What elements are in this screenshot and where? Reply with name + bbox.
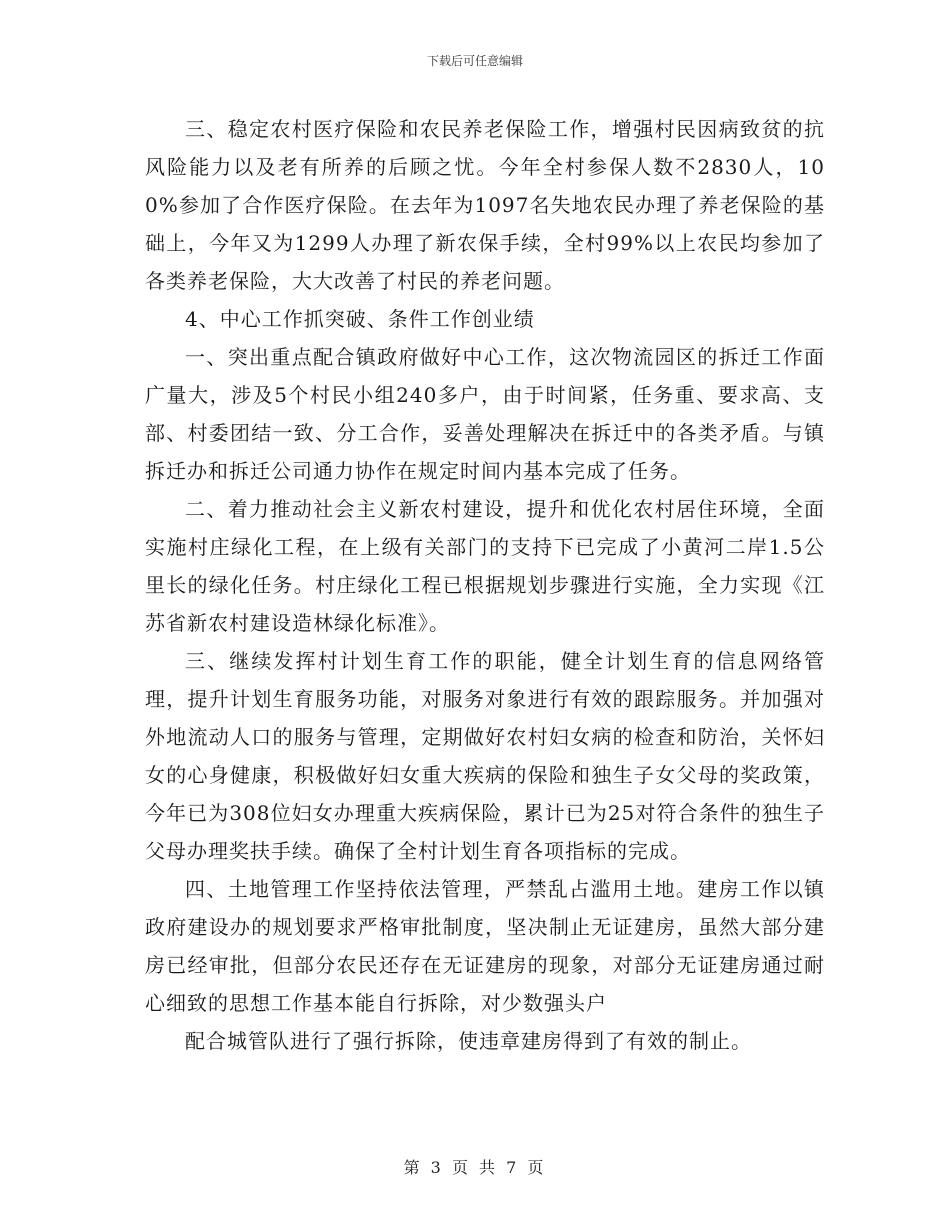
paragraph-medical-insurance: 三、稳定农村医疗保险和农民养老保险工作，增强村民因病致贫的抗风险能力以及老有所养的后顾之忧。今年全村参保人数不2830人，100%参加了合作医疗保险。在去年为1097名失地农民办理了养老保险的基础上，今年又为1299人办理了新农保手续，全村99%以上农民均参加了各类养老保险，大大改善了村民的养老问题。 — [145, 117, 825, 293]
page-number: 第 3 页 共 7 页 — [403, 1158, 547, 1177]
paragraph-family-planning: 三、继续发挥村计划生育工作的职能，健全计划生育的信息网络管理，提升计划生育服务功能，对服务对象进行有效的跟踪服务。并加强对外地流动人口的服务与管理，定期做好农村妇女病的检查和防治，关怀妇女的心身健康，积极做好妇女重大疾病的保险和独生子女父母的奖政策，今年已为308位妇女办理重大疾病保险，累计已为25对符合条件的独生子父母办理奖扶手续。确保了全村计划生育各项指标的完成。 — [145, 649, 825, 863]
page-header: 下载后可任意编辑 — [426, 54, 523, 68]
paragraph-enforcement: 配合城管队进行了强行拆除，使违章建房得到了有效的制止。 — [185, 1029, 752, 1053]
section-heading: 4、中心工作抓突破、条件工作创业绩 — [185, 307, 535, 331]
paragraph-demolition: 一、突出重点配合镇政府做好中心工作，这次物流园区的拆迁工作面广量大，涉及5个村民小组240多户，由于时间紧，任务重、要求高、支部、村委团结一致、分工合作，妥善处理解决在拆迁中的各类矛盾。与镇拆迁办和拆迁公司通力协作在规定时间内基本完成了任务。 — [145, 345, 825, 483]
paragraph-land-management: 四、土地管理工作坚持依法管理，严禁乱占滥用土地。建房工作以镇政府建设办的规划要求严格审批制度，坚决制止无证建房，虽然大部分建房已经审批，但部分农民还存在无证建房的现象，对部分无证建房通过耐心细致的思想工作基本能自行拆除，对少数强头户 — [145, 877, 825, 1015]
paragraph-new-countryside: 二、着力推动社会主义新农村建设，提升和优化农村居住环境，全面实施村庄绿化工程，在上级有关部门的支持下已完成了小黄河二岸1.5公里长的绿化任务。村庄绿化工程已根据规划步骤进行实施，全力实现《江苏省新农村建设造林绿化标准》。 — [145, 497, 825, 635]
document-body — [145, 110, 825, 1060]
